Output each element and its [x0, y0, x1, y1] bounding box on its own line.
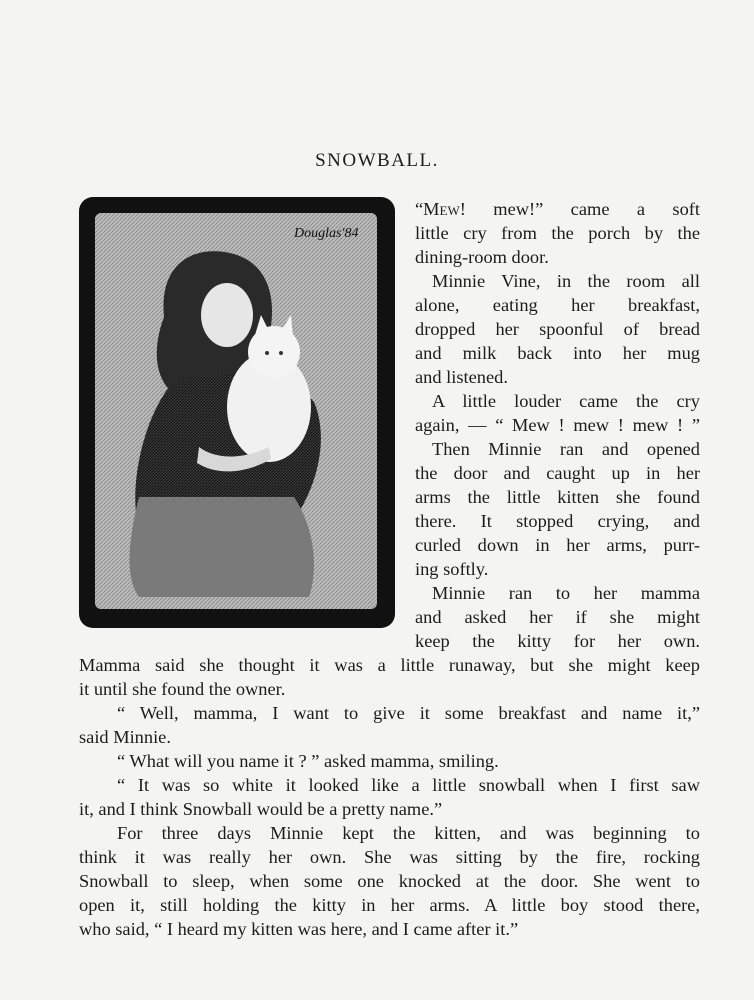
text-line: ing softly.	[415, 559, 489, 579]
text-line: “ Well, mamma, I want to give it some breakfast and name it,”	[117, 703, 700, 723]
text-line: little cry from the porch by the	[415, 223, 700, 243]
text-line: keep the kitty for her own.	[415, 631, 700, 651]
text-line: Snowball to sleep, when some one knocked at the door. She went to	[79, 871, 700, 891]
text-line: “ What will you name it ? ” asked mamma, smiling.	[117, 751, 499, 771]
text-line: there. It stopped crying, and	[415, 511, 700, 531]
text-line: A little louder came the cry	[432, 391, 700, 411]
text-line: the door and caught up in her	[415, 463, 700, 483]
text-line: “Mew! mew!” came a soft	[415, 199, 700, 219]
text-line: curled down in her arms, purr-	[415, 535, 700, 555]
text-line: open it, still holding the kitty in her arms. A little boy stood there,	[79, 895, 700, 915]
text-line: arms the little kitten she found	[415, 487, 700, 507]
text-line: Mamma said she thought it was a little runaway, but she might keep	[79, 655, 700, 675]
text-line: Then Minnie ran and opened	[432, 439, 700, 459]
text-line: and listened.	[415, 367, 508, 387]
text-line: again, — “ Mew ! mew ! mew ! ”	[415, 415, 700, 435]
text-line: dining-room door.	[415, 247, 549, 267]
page-title: SNOWBALL.	[315, 150, 439, 171]
text-line: alone, eating her breakfast,	[415, 295, 700, 315]
illustration-girl-with-kitten	[79, 197, 395, 628]
text-line: it, and I think Snowball would be a pretty name.”	[79, 799, 443, 819]
text-line: Minnie ran to her mamma	[432, 583, 700, 603]
text-line: it until she found the owner.	[79, 679, 286, 699]
text-line: For three days Minnie kept the kitten, and was beginning to	[117, 823, 700, 843]
text-line: dropped her spoonful of bread	[415, 319, 700, 339]
text-line: and milk back into her mug	[415, 343, 700, 363]
text-line: think it was really her own. She was sitting by the fire, rocking	[79, 847, 700, 867]
text-line: Minnie Vine, in the room all	[432, 271, 700, 291]
text-line: said Minnie.	[79, 727, 171, 747]
text-line: “ It was so white it looked like a little snowball when I first saw	[117, 775, 700, 795]
illustration-signature: Douglas'84	[294, 226, 359, 241]
text-line: and asked her if she might	[415, 607, 700, 627]
text-line: who said, “ I heard my kitten was here, and I came after it.”	[79, 919, 519, 939]
